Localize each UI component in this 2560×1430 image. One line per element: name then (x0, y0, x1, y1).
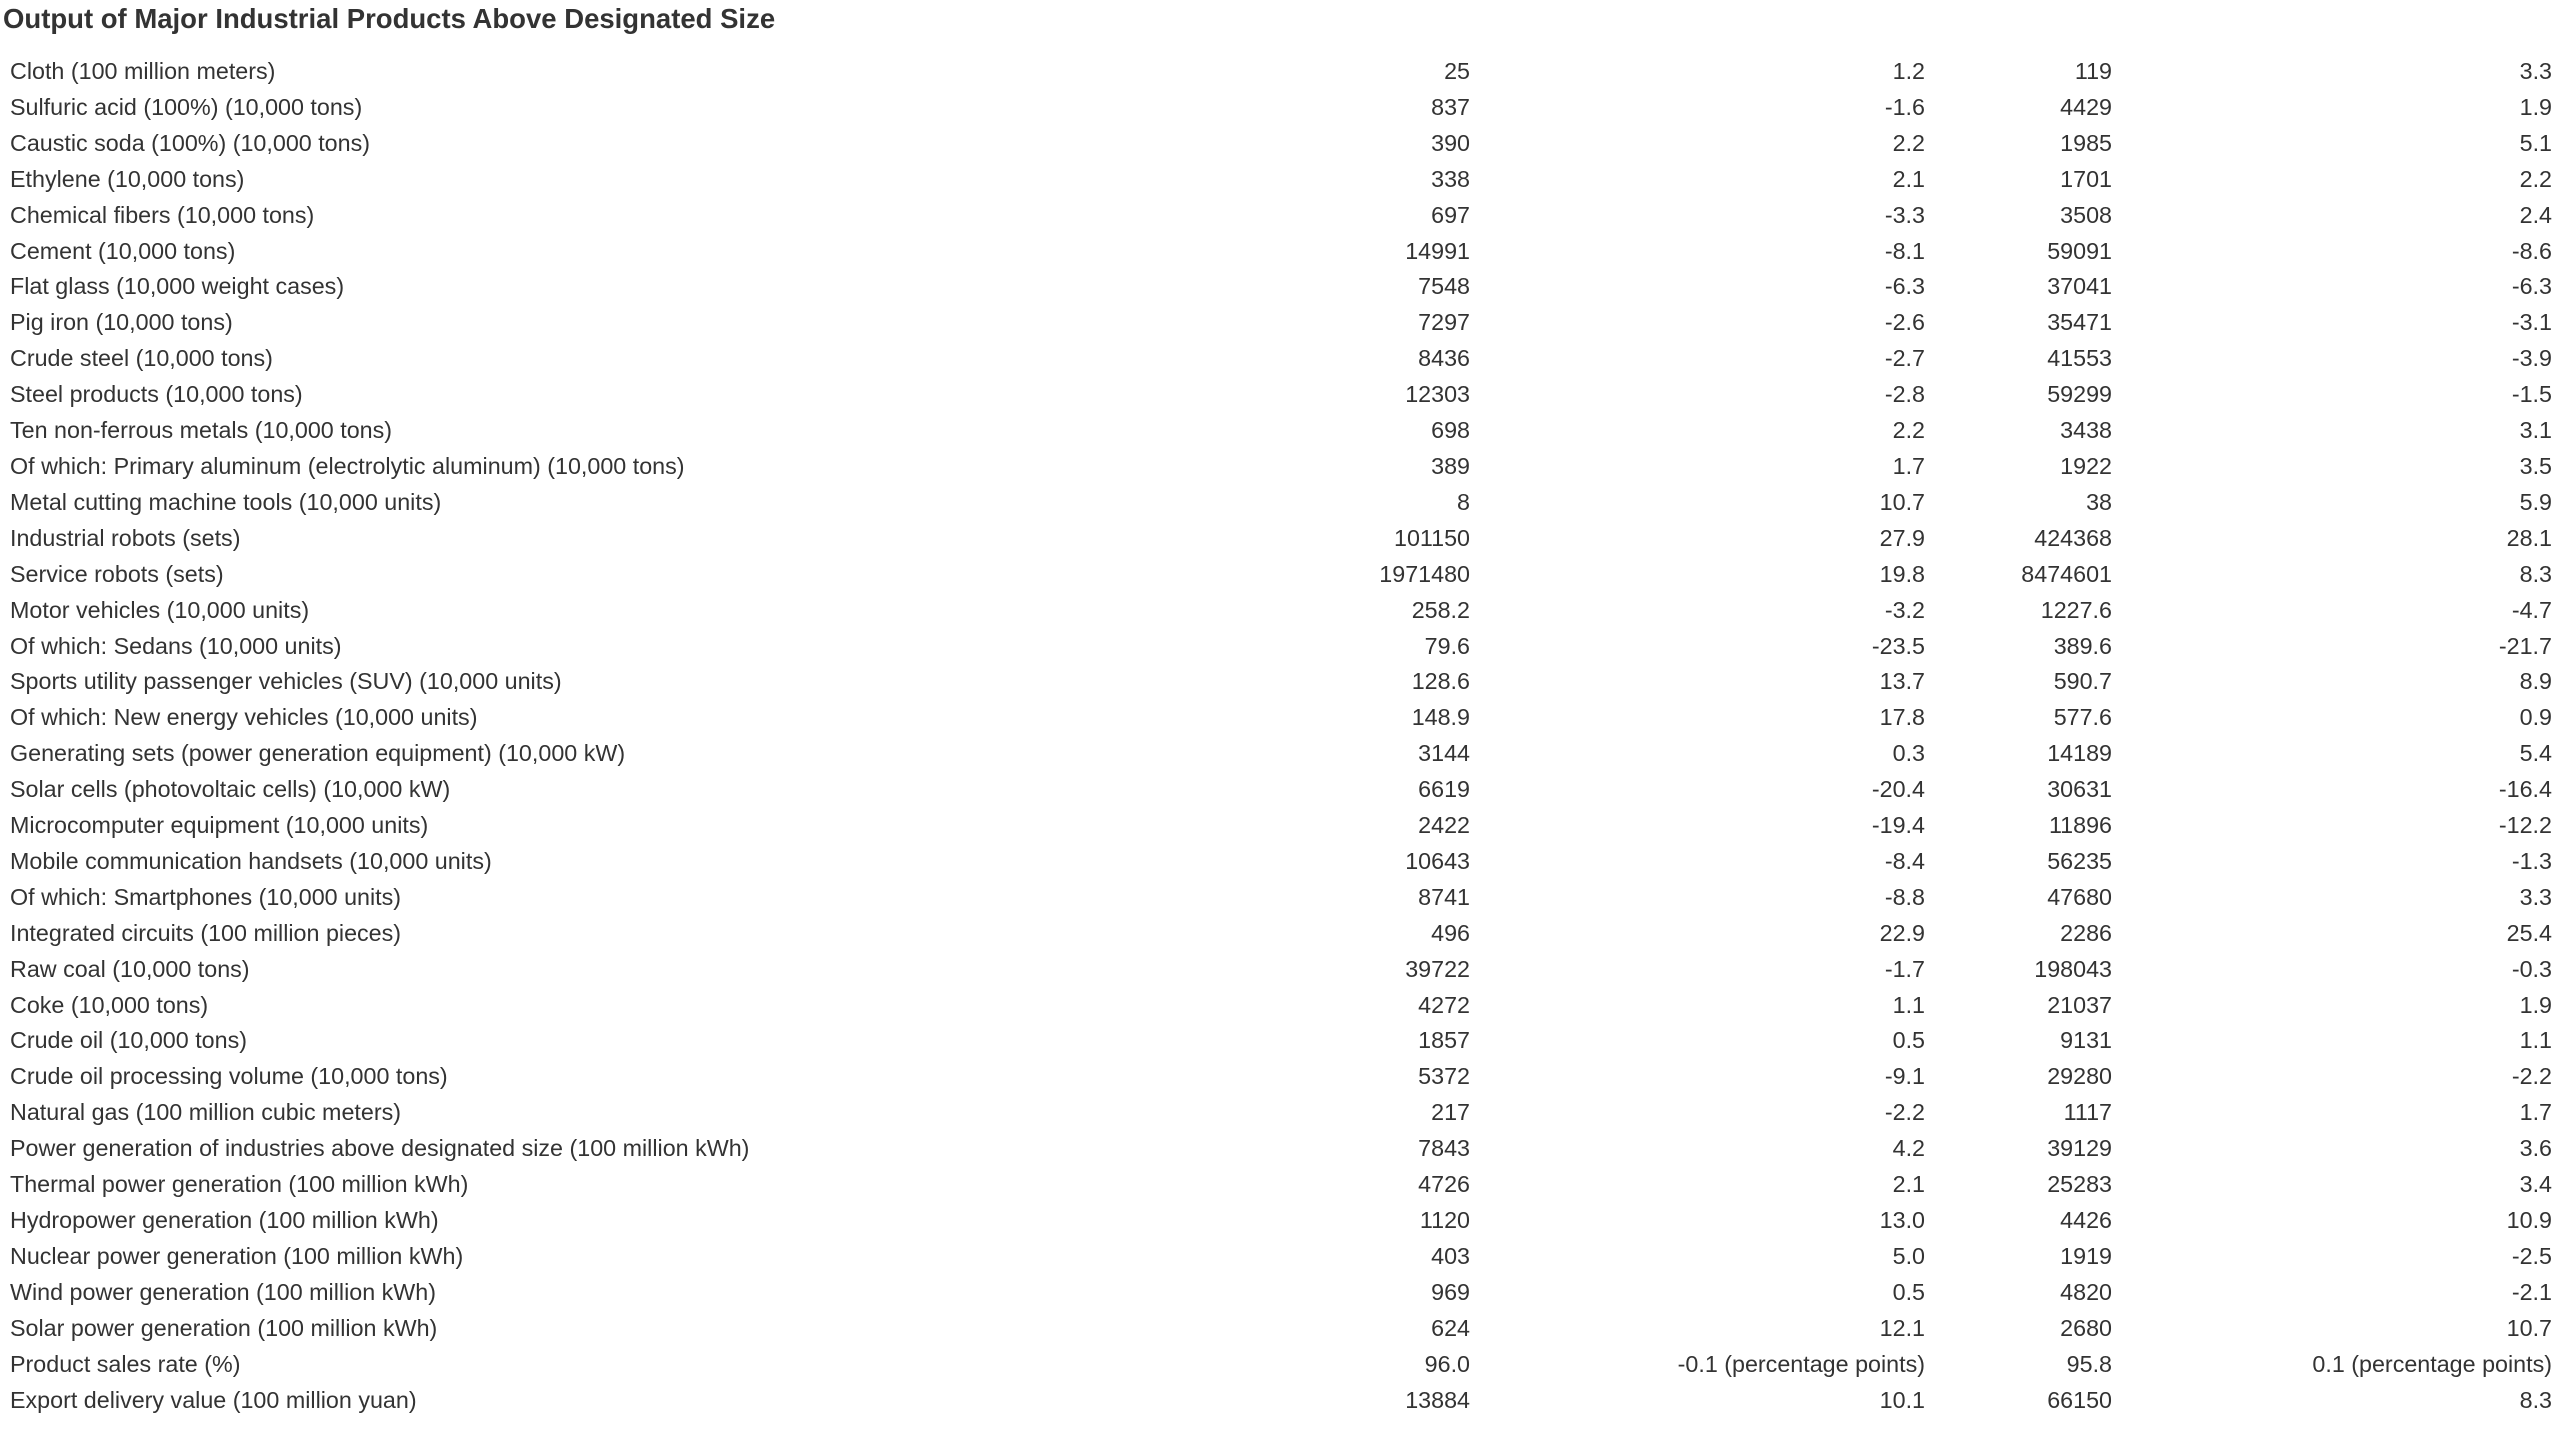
product-name-cell: Export delivery value (100 million yuan) (10, 1386, 417, 1413)
cumulative-output-cell: 35471 (2047, 309, 2112, 336)
table-row (0, 736, 2560, 772)
table-row (0, 1239, 2560, 1275)
cumulative-output-cell: 14189 (2047, 740, 2112, 767)
product-name-cell: Solar power generation (100 million kWh) (10, 1314, 438, 1341)
current-growth-cell: 0.3 (1892, 740, 1925, 767)
table-body (0, 54, 2560, 1418)
cumulative-output-cell: 3438 (2060, 417, 2112, 444)
cumulative-growth-cell: 1.9 (2519, 93, 2552, 120)
product-name-cell: Of which: Primary aluminum (electrolytic aluminum) (10,000 tons) (10, 452, 685, 479)
product-name-cell: Service robots (sets) (10, 560, 224, 587)
cumulative-output-cell: 4429 (2060, 93, 2112, 120)
cumulative-growth-cell: 5.4 (2519, 740, 2552, 767)
cumulative-output-cell: 2286 (2060, 919, 2112, 946)
cumulative-output-cell: 1985 (2060, 129, 2112, 156)
cumulative-growth-cell: 3.3 (2519, 883, 2552, 910)
cumulative-growth-cell: -16.4 (2498, 776, 2552, 803)
table-row (0, 629, 2560, 665)
cumulative-output-cell: 1919 (2060, 1242, 2112, 1269)
cumulative-output-cell: 41553 (2047, 345, 2112, 372)
current-output-cell: 389 (1431, 452, 1470, 479)
current-growth-cell: -2.2 (1884, 1099, 1925, 1126)
product-name-cell: Coke (10,000 tons) (10, 991, 209, 1018)
table-row (0, 1059, 2560, 1095)
cumulative-output-cell: 2680 (2060, 1314, 2112, 1341)
cumulative-growth-cell: 8.9 (2519, 668, 2552, 695)
current-growth-cell: 5.0 (1892, 1242, 1925, 1269)
current-growth-cell: 2.1 (1892, 165, 1925, 192)
product-name-cell: Motor vehicles (10,000 units) (10, 596, 310, 623)
current-growth-cell: -1.6 (1884, 93, 1925, 120)
page-title: Output of Major Industrial Products Above Designated Size (3, 3, 776, 34)
cumulative-growth-cell: 1.1 (2519, 1027, 2552, 1054)
table-row (0, 808, 2560, 844)
cumulative-output-cell: 37041 (2047, 273, 2112, 300)
cumulative-growth-cell: -12.2 (2498, 812, 2552, 839)
current-growth-cell: 4.2 (1892, 1135, 1925, 1162)
cumulative-output-cell: 389.6 (2053, 632, 2112, 659)
table-row (0, 269, 2560, 305)
cumulative-output-cell: 56235 (2047, 847, 2112, 874)
current-growth-cell: 17.8 (1879, 704, 1925, 731)
table-row (0, 126, 2560, 162)
table-row (0, 1131, 2560, 1167)
cumulative-growth-cell: -6.3 (2511, 273, 2552, 300)
current-output-cell: 624 (1431, 1314, 1470, 1341)
product-name-cell: Metal cutting machine tools (10,000 units) (10, 488, 442, 515)
cumulative-output-cell: 577.6 (2053, 704, 2112, 731)
cumulative-output-cell: 1922 (2060, 452, 2112, 479)
current-output-cell: 969 (1431, 1278, 1470, 1305)
product-name-cell: Crude oil processing volume (10,000 tons) (10, 1063, 448, 1090)
cumulative-growth-cell: 28.1 (2506, 524, 2552, 551)
current-growth-cell: -2.6 (1884, 309, 1925, 336)
table-row (0, 1383, 2560, 1419)
current-growth-cell: 10.7 (1879, 488, 1925, 515)
product-name-cell: Of which: Smartphones (10,000 units) (10, 883, 402, 910)
cumulative-output-cell: 38 (2086, 488, 2112, 515)
current-growth-cell: 12.1 (1879, 1314, 1925, 1341)
current-output-cell: 1857 (1418, 1027, 1470, 1054)
product-name-cell: Microcomputer equipment (10,000 units) (10, 812, 429, 839)
current-output-cell: 148.9 (1411, 704, 1470, 731)
product-name-cell: Wind power generation (100 million kWh) (10, 1278, 436, 1305)
cumulative-output-cell: 4820 (2060, 1278, 2112, 1305)
current-output-cell: 128.6 (1411, 668, 1470, 695)
cumulative-growth-cell: -3.1 (2511, 309, 2552, 336)
product-name-cell: Cloth (100 million meters) (10, 58, 276, 84)
cumulative-growth-cell: -2.5 (2511, 1242, 2552, 1269)
cumulative-growth-cell: 2.4 (2519, 201, 2552, 228)
table-row (0, 916, 2560, 952)
current-growth-cell: 13.7 (1879, 668, 1925, 695)
current-growth-cell: -19.4 (1871, 812, 1925, 839)
current-growth-cell: 0.5 (1892, 1027, 1925, 1054)
current-growth-cell: -2.8 (1884, 381, 1925, 408)
cumulative-output-cell: 8474601 (2021, 560, 2112, 587)
cumulative-output-cell: 11896 (2048, 812, 2112, 839)
cumulative-growth-cell: 3.1 (2519, 417, 2552, 444)
current-output-cell: 2422 (1418, 812, 1470, 839)
table-row (0, 162, 2560, 198)
product-name-cell: Of which: New energy vehicles (10,000 units) (10, 704, 478, 731)
cumulative-growth-cell: -1.5 (2511, 381, 2552, 408)
product-name-cell: Steel products (10,000 tons) (10, 381, 303, 408)
cumulative-output-cell: 59091 (2047, 237, 2112, 264)
current-growth-cell: 22.9 (1879, 919, 1925, 946)
current-output-cell: 13884 (1405, 1386, 1470, 1413)
current-growth-cell: -8.1 (1884, 237, 1925, 264)
cumulative-output-cell: 25283 (2047, 1171, 2112, 1198)
product-name-cell: Caustic soda (100%) (10,000 tons) (10, 129, 370, 156)
current-output-cell: 5372 (1418, 1063, 1470, 1090)
table-row (0, 377, 2560, 413)
current-output-cell: 101150 (1393, 524, 1470, 551)
cumulative-growth-cell: -1.3 (2511, 847, 2552, 874)
current-growth-cell: 13.0 (1879, 1207, 1925, 1233)
cumulative-output-cell: 30631 (2047, 776, 2112, 803)
current-growth-cell: -6.3 (1884, 273, 1925, 300)
product-name-cell: Integrated circuits (100 million pieces) (10, 919, 402, 946)
cumulative-growth-cell: 3.6 (2519, 1135, 2552, 1162)
current-growth-cell: -3.2 (1884, 596, 1925, 623)
current-growth-cell: 2.2 (1892, 129, 1925, 156)
current-output-cell: 403 (1431, 1242, 1470, 1269)
current-growth-cell: 1.2 (1892, 58, 1925, 84)
cumulative-growth-cell: 3.4 (2519, 1171, 2552, 1198)
current-output-cell: 1971480 (1379, 560, 1470, 587)
cumulative-output-cell: 95.8 (2066, 1350, 2112, 1377)
current-growth-cell: -2.7 (1884, 345, 1925, 372)
product-name-cell: Sulfuric acid (100%) (10,000 tons) (10, 93, 363, 120)
table-row (0, 664, 2560, 700)
product-name-cell: Crude oil (10,000 tons) (10, 1027, 247, 1054)
cumulative-growth-cell: -4.7 (2511, 596, 2552, 623)
current-output-cell: 7843 (1418, 1135, 1470, 1162)
cumulative-output-cell: 198043 (2034, 955, 2112, 982)
cumulative-growth-cell: 8.3 (2519, 560, 2552, 587)
cumulative-growth-cell: 5.9 (2519, 488, 2552, 515)
current-output-cell: 8436 (1418, 345, 1470, 372)
industrial-output-table (0, 54, 2560, 1418)
current-growth-cell: -0.1 (percentage points) (1677, 1350, 1925, 1377)
product-name-cell: Flat glass (10,000 weight cases) (10, 273, 345, 300)
current-output-cell: 390 (1431, 129, 1470, 156)
cumulative-growth-cell: 5.1 (2519, 129, 2552, 156)
table-row (0, 521, 2560, 557)
product-name-cell: Pig iron (10,000 tons) (10, 309, 233, 336)
cumulative-growth-cell: 10.9 (2506, 1207, 2552, 1233)
current-output-cell: 698 (1431, 417, 1470, 444)
current-output-cell: 7548 (1418, 273, 1470, 300)
table-row (0, 485, 2560, 521)
current-output-cell: 39722 (1405, 955, 1470, 982)
cumulative-output-cell: 4426 (2060, 1207, 2112, 1233)
current-output-cell: 8 (1457, 488, 1470, 515)
current-output-cell: 697 (1431, 201, 1470, 228)
current-output-cell: 217 (1431, 1099, 1470, 1126)
product-name-cell: Of which: Sedans (10,000 units) (10, 632, 342, 659)
current-output-cell: 10643 (1405, 847, 1470, 874)
cumulative-growth-cell: 2.2 (2519, 165, 2552, 192)
product-name-cell: Sports utility passenger vehicles (SUV) (10,000 units) (10, 668, 562, 695)
product-name-cell: Ten non-ferrous metals (10,000 tons) (10, 417, 393, 444)
cumulative-growth-cell: -2.1 (2511, 1278, 2552, 1305)
cumulative-growth-cell: 3.3 (2519, 58, 2552, 84)
cumulative-output-cell: 590.7 (2053, 668, 2112, 695)
cumulative-output-cell: 1227.6 (2040, 596, 2112, 623)
table-row (0, 1275, 2560, 1311)
cumulative-growth-cell: 8.3 (2519, 1386, 2552, 1413)
table-row (0, 1311, 2560, 1347)
current-output-cell: 258.2 (1411, 596, 1470, 623)
table-row (0, 305, 2560, 341)
cumulative-output-cell: 59299 (2047, 381, 2112, 408)
current-growth-cell: -23.5 (1871, 632, 1925, 659)
cumulative-growth-cell: 0.1 (percentage points) (2312, 1350, 2552, 1377)
current-output-cell: 14991 (1405, 237, 1470, 264)
current-growth-cell: 1.7 (1892, 452, 1925, 479)
cumulative-growth-cell: 25.4 (2506, 919, 2552, 946)
cumulative-growth-cell: -8.6 (2511, 237, 2552, 264)
current-output-cell: 96.0 (1424, 1350, 1470, 1377)
table-row (0, 844, 2560, 880)
current-output-cell: 79.6 (1424, 632, 1470, 659)
product-name-cell: Thermal power generation (100 million kWh) (10, 1171, 469, 1198)
cumulative-growth-cell: 3.5 (2519, 452, 2552, 479)
table-row (0, 198, 2560, 234)
table-row (0, 593, 2560, 629)
product-name-cell: Hydropower generation (100 million kWh) (10, 1207, 439, 1233)
cumulative-growth-cell: -3.9 (2511, 345, 2552, 372)
table-row (0, 952, 2560, 988)
product-name-cell: Product sales rate (%) (10, 1350, 241, 1377)
table-row (0, 341, 2560, 377)
table-row (0, 988, 2560, 1024)
current-output-cell: 12303 (1405, 381, 1470, 408)
product-name-cell: Natural gas (100 million cubic meters) (10, 1099, 402, 1126)
cumulative-output-cell: 3508 (2060, 201, 2112, 228)
cumulative-output-cell: 119 (2074, 58, 2112, 84)
table-row (0, 413, 2560, 449)
table-row (0, 449, 2560, 485)
table-row (0, 90, 2560, 126)
current-output-cell: 1120 (1419, 1207, 1470, 1233)
table-row (0, 700, 2560, 736)
cumulative-output-cell: 29280 (2047, 1063, 2112, 1090)
table-row (0, 557, 2560, 593)
current-output-cell: 4272 (1418, 991, 1470, 1018)
table-row (0, 1203, 2560, 1239)
current-output-cell: 8741 (1418, 883, 1470, 910)
cumulative-output-cell: 9131 (2060, 1027, 2112, 1054)
current-growth-cell: 2.1 (1892, 1171, 1925, 1198)
current-growth-cell: -3.3 (1884, 201, 1925, 228)
current-output-cell: 6619 (1418, 776, 1470, 803)
table-row (0, 234, 2560, 270)
current-output-cell: 7297 (1418, 309, 1470, 336)
product-name-cell: Industrial robots (sets) (10, 524, 241, 551)
product-name-cell: Ethylene (10,000 tons) (10, 165, 245, 192)
cumulative-growth-cell: 10.7 (2506, 1314, 2552, 1341)
current-output-cell: 25 (1444, 58, 1470, 84)
cumulative-growth-cell: 1.7 (2519, 1099, 2552, 1126)
product-name-cell: Raw coal (10,000 tons) (10, 955, 250, 982)
table-row (0, 54, 2560, 90)
product-name-cell: Nuclear power generation (100 million kWh) (10, 1242, 464, 1269)
product-name-cell: Power generation of industries above designated size (100 million kWh) (10, 1135, 750, 1162)
cumulative-growth-cell: -21.7 (2498, 632, 2552, 659)
product-name-cell: Crude steel (10,000 tons) (10, 345, 273, 372)
product-name-cell: Mobile communication handsets (10,000 units) (10, 847, 492, 874)
cumulative-growth-cell: -2.2 (2511, 1063, 2552, 1090)
table-row (0, 772, 2560, 808)
current-growth-cell: -1.7 (1884, 955, 1925, 982)
table-container (0, 54, 2560, 1418)
current-growth-cell: -8.8 (1884, 883, 1925, 910)
current-growth-cell: -20.4 (1871, 776, 1925, 803)
current-growth-cell: 2.2 (1892, 417, 1925, 444)
cumulative-growth-cell: -0.3 (2511, 955, 2552, 982)
cumulative-output-cell: 424368 (2034, 524, 2112, 551)
product-name-cell: Chemical fibers (10,000 tons) (10, 201, 315, 228)
current-output-cell: 837 (1431, 93, 1470, 120)
table-row (0, 880, 2560, 916)
current-growth-cell: -9.1 (1884, 1063, 1925, 1090)
cumulative-growth-cell: 0.9 (2519, 704, 2552, 731)
current-growth-cell: 0.5 (1892, 1278, 1925, 1305)
table-row (0, 1095, 2560, 1131)
current-output-cell: 4726 (1418, 1171, 1470, 1198)
cumulative-output-cell: 66150 (2047, 1386, 2112, 1413)
current-growth-cell: 1.1 (1892, 991, 1925, 1018)
cumulative-output-cell: 21037 (2047, 991, 2112, 1018)
table-row (0, 1167, 2560, 1203)
cumulative-output-cell: 47680 (2047, 883, 2112, 910)
product-name-cell: Cement (10,000 tons) (10, 237, 236, 264)
table-row (0, 1347, 2560, 1383)
current-growth-cell: 10.1 (1879, 1386, 1925, 1413)
current-output-cell: 3144 (1418, 740, 1470, 767)
cumulative-growth-cell: 1.9 (2519, 991, 2552, 1018)
cumulative-output-cell: 1701 (2060, 165, 2112, 192)
current-output-cell: 338 (1431, 165, 1470, 192)
current-growth-cell: 19.8 (1879, 560, 1925, 587)
product-name-cell: Solar cells (photovoltaic cells) (10,000 kW) (10, 776, 451, 803)
cumulative-output-cell: 1117 (2063, 1099, 2112, 1126)
current-growth-cell: -8.4 (1884, 847, 1925, 874)
product-name-cell: Generating sets (power generation equipment) (10,000 kW) (10, 740, 626, 767)
table-row (0, 1023, 2560, 1059)
cumulative-output-cell: 39129 (2047, 1135, 2112, 1162)
current-output-cell: 496 (1431, 919, 1470, 946)
current-growth-cell: 27.9 (1879, 524, 1925, 551)
